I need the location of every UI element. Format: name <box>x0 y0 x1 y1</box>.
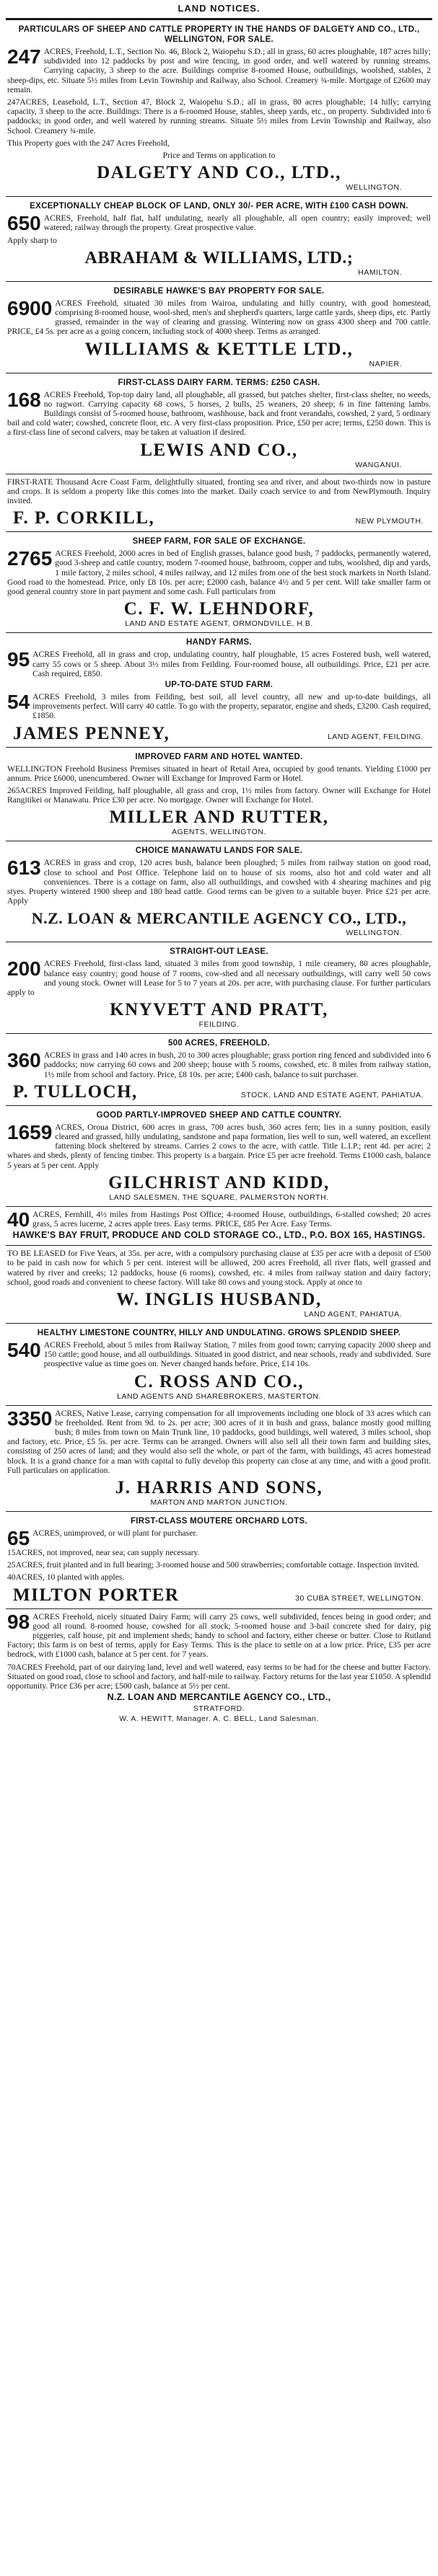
ad-firm: MILLER AND RUTTER, <box>109 807 329 828</box>
ad-address: WELLINGTON. <box>346 183 402 192</box>
ad-body: 95 ACRES Freehold, all in grass and crop, undulating country, half ploughable, 15 acres Fostered bush, well watered, carry 55 cows or 5 sheep. About 3½ miles from Feilding. Four-roomed house, all outbuildings. Price, £21 per acre. Cash required, £850. <box>7 648 431 678</box>
ad-address: LAND AGENT, FEILDING. <box>327 732 424 741</box>
ad-address: STRATFORD. <box>193 1704 245 1714</box>
ad-heading: HEALTHY LIMESTONE COUNTRY, HILLY AND UNDULATING. GROWS SPLENDID SHEEP. <box>37 1329 401 1337</box>
ad-acreage-2: 70 <box>7 1662 16 1672</box>
ad-firm: W. INGLIS HUSBAND, <box>116 1290 322 1309</box>
ad-dalgety <box>6 19 432 196</box>
ad-body-3: 25ACRES, fruit planted and in full bearing; 3-roomed house and 500 strawberries; comfortable cottage. Inspection invited. <box>7 1560 420 1570</box>
ad-body: 360 ACRES in grass and 140 acres in bush, 20 to 300 acres ploughable; grass portion ring fenced and subdivided into 6 paddocks; now carrying 60 cows and 200 sheep; house with 5 rooms, cowshed, etc. 8 miles from railway station, 1½ mile from school and factory. Price, £8 10s. per acre; £400 cash, balance to suit purchaser. <box>7 1049 431 1079</box>
ad-body: 540 ACRES Freehold, about 5 miles from Railway Station, 7 miles from good town; carrying capacity 2000 sheep and 150 cattle; good house, and all outbuildings. Situated in good district, and near schools, ready and subdivided. Sure prospective value as time goes on. Never changed hands before. Price, £14 10s. <box>7 1339 431 1369</box>
ad-nz-loan-wellington <box>6 841 432 942</box>
ad-acreage: 65 <box>7 1527 30 1550</box>
ad-firm: N.Z. LOAN & MERCANTILE AGENCY CO., LTD., <box>31 909 407 928</box>
ad-heading: GOOD PARTLY-IMPROVED SHEEP AND CATTLE COUNTRY. <box>96 1110 342 1120</box>
ad-acreage: 2765 <box>7 547 53 570</box>
ad-acreage: 247 <box>7 45 41 68</box>
ad-address: LAND AGENTS AND SHAREBROKERS, MASTERTON. <box>117 1391 321 1401</box>
ad-heading: 500 ACRES, FREEHOLD. <box>167 1039 271 1048</box>
ad-acreage-4: 40 <box>7 1572 16 1583</box>
ad-firm: GILCHRIST AND KIDD, <box>108 1172 330 1192</box>
ad-body-2: 70ACRES Freehold, part of our dairying land, level and well watered, easy terms to be had for the cheese and butter Factory. Situated on good road, close to school and factory, and half-mile to railway. Factory returns for the last year £1050. A splendid opportunity. Price £36 per acre; £500 cash, balance at 5½ per cent. <box>7 1662 431 1691</box>
ad-body: FIRST-RATE Thousand Acre Coast Farm, delightfully situated, fronting sea and river, and about two-thirds now in pasture and crops. It is seldom a property like this comes into the market. Daily coach service to and from NewPlymouth. Inquiry invited. <box>7 477 431 506</box>
ad-address: NEW PLYMOUTH. <box>355 517 424 526</box>
ad-firm: C. F. W. LEHNDORF, <box>123 599 315 619</box>
ad-harris <box>6 1405 432 1511</box>
ad-acreage: 540 <box>7 1339 41 1361</box>
ad-firm: MILTON PORTER <box>13 1585 180 1605</box>
ad-acreage: 168 <box>7 388 41 411</box>
ad-footer: W. A. HEWITT, Manager. A. C. BELL, Land Salesman. <box>119 1714 319 1724</box>
ad-acreage: 95 <box>7 648 30 671</box>
ad-firm: N.Z. LOAN AND MERCANTILE AGENCY CO., LTD., <box>107 1692 331 1703</box>
ad-address: LAND SALESMEN, THE SQUARE, PALMERSTON NORTH. <box>109 1192 329 1202</box>
ad-firm: JAMES PENNEY, <box>13 723 170 743</box>
ad-address: NAPIER. <box>369 359 402 368</box>
ad-inglis-husband <box>6 1245 432 1323</box>
ad-firm: KNYVETT AND PRATT, <box>110 1000 328 1020</box>
ad-acreage: 40 <box>7 1208 30 1231</box>
ad-firm: J. HARRIS AND SONS, <box>115 1478 323 1498</box>
ad-heading-2: UP-TO-DATE STUD FARM. <box>165 680 273 689</box>
ad-acreage: 360 <box>7 1049 41 1072</box>
ad-acreage-3: 25 <box>7 1560 16 1570</box>
ad-body: 65 ACRES, unimproved, or will plant for purchaser. <box>7 1527 198 1550</box>
ad-address: HAMILTON. <box>358 267 402 277</box>
ad-heading: STRAIGHT-OUT LEASE. <box>170 947 268 957</box>
ad-tulloch <box>6 1033 432 1105</box>
ad-penney <box>6 632 432 746</box>
ad-acreage: 200 <box>7 957 41 981</box>
ad-acreage-2: 54 <box>7 690 30 713</box>
ad-lewis <box>6 373 432 474</box>
ad-body-2: 54 ACRES Freehold, 3 miles from Feilding, best soil, all level country, all new and up-to-date buildings, all improvements perfect. Will carry 40 cattle. To go with the property, separator, engine and sheds, £3200. Cash required, £1850. <box>7 690 431 721</box>
ad-acreage-2: 15 <box>7 1548 16 1558</box>
ad-signature <box>7 1583 431 1606</box>
ad-body: 247 ACRES, Freehold, L.T., Section No. 46, Block 2, Waiopehu S.D.; all in grass, 60 acres ploughable, 187 acres hilly; subdivided into 12 paddocks by post and wire fencing, in good order, and well watered by running streams. Carrying capacity, 3 sheep to the acre. Buildings comprise 8-roomed House, outbuildings, woolshed, stables, 2 sheep-dips, etc. Situate 5½ miles from Levin Township and Railway, also School. Creamery ¾-mile. Mortgage of £2600 may remain. <box>7 45 431 94</box>
ad-firm: ABRAHAM & WILLIAMS, LTD.; <box>84 248 354 267</box>
ad-heading: PARTICULARS OF SHEEP AND CATTLE PROPERTY IN THE HANDS OF DALGETY AND CO., LTD., WELLINGTON, FOR SALE. <box>18 25 420 44</box>
newspaper-page <box>6 0 432 2576</box>
ad-miller-rutter <box>6 747 432 841</box>
ad-address: FEILDING. <box>198 1020 240 1030</box>
ad-signature <box>7 721 431 744</box>
ad-body: 2765 ACRES Freehold, 2000 acres in bed of English grasses, balance good bush, 7 paddocks, permanently watered, good 3-sheep and cattle country, modern 7-roomed house, bathroom, copper and tubs, woolshed, dip and yards, 1 mile factory, 2 miles school, 4 miles railway, and 12 miles from one of the best stock markets in North Island. Good road to the homestead. Price, only £8 10s. per acre; £2000 cash, balance 4½ and 5 per cent. Will take smaller farm or good general country store in part payment and some cash. Full particulars from <box>7 547 431 597</box>
ad-abraham-williams <box>6 196 432 281</box>
ad-address: 30 CUBA STREET, WELLINGTON. <box>295 1593 424 1603</box>
ad-body: WELLINGTON Freehold Business Premises situated in heart of Retail Area, occupied by good tenants. Yielding £1000 per annum. Price £6000, unencumbered. Owner will Exchange for Improved Farm or Hotel. <box>7 763 431 783</box>
ad-firm: WILLIAMS & KETTLE LTD., <box>84 339 354 359</box>
ad-body: 40 ACRES, Fernhill, 4½ miles from Hastings Post Office; 4-roomed House, outbuildings, 6-stalled cowshed; 20 acres grass, 5 acres lucerne, 2 acres apple trees. Easy terms. PRICE, £85 Per Acre. Easy Terms. <box>7 1208 431 1231</box>
ad-body: 3350 ACRES, Native Lease, carrying compensation for all improvements including one block of 33 acres which can be freeholded. Rent from 9d. to 2s. per acre; 300 acres of it in bush and grass, balance mostly good milling bush; 8 miles from town on Main Trunk line, 10 paddocks, good buildings, well watered, 3 miles school, shop and factory, etc. Price, £5 5s. per acre. Terms can be arranged. Owners will also sell all their town farm and building sites, consisting of 250 acres of land; and they would also sell the whole, or part of the farm, with buildings, 45 acres homestead block. It is a grand chance for a man with capital to fully develop this property can close at any time, and with a good profit. Full particulars on application. <box>7 1407 431 1475</box>
ad-signature <box>7 1079 431 1102</box>
ad-firm: P. TULLOCH, <box>13 1081 138 1102</box>
ad-body: 168 ACRES Freehold, Top-top dairy land, all ploughable, all grassed, but patches shelter, first-class shelter, no weeds, no ragwort. Carrying capacity 68 cows, 5 horses, 2 bulls, 25 weaners, 20 sheep; 6 in fine fattening lambs. Buildings consist of 5-roomed house, bathroom, washhouse, back and front verandahs, cowshed, 2 yard, 5 ordinary bail and cold water; cowshed, concrete floor, etc. A very first-class proposition. Price, £50 per acre; terms, £250 down. This is a first-class line of second calvers, may be taken at valuation if desired. <box>7 388 431 438</box>
ad-gilchrist-kidd <box>6 1105 432 1206</box>
ad-hawkes-bay-fruit <box>6 1206 432 1245</box>
ad-acreage: 650 <box>7 212 41 235</box>
ad-firm: DALGETY AND CO., LTD., <box>97 163 341 183</box>
ad-acreage-2: 247 <box>7 97 20 107</box>
ad-acreage: 1659 <box>7 1120 53 1143</box>
ad-footer: Apply sharp to <box>7 235 57 245</box>
section-header: LAND NOTICES. <box>6 0 432 19</box>
ad-firm: LEWIS AND CO., <box>140 440 298 460</box>
ad-knyvett-pratt <box>6 942 432 1033</box>
ad-lehndorf <box>6 531 432 632</box>
ad-body: 98 ACRES Freehold, nicely situated Dairy Farm; will carry 25 cows, well subdivided, fences being in good order; and good all round. 8-roomed house, cowshed for all stock; 5-roomed house and 3-bail concrete shed for dairy, pig piggeries, calf house, pit and implement sheds; handy to school and factory, either cheese or butter. Close to Rutland Factory; this farm is on best of terms, apply for Easy Terms. This is the place to settle on at a low price. Price, £35 per acre bedrock, with £1000 cash, balance at 5 per cent. for 7 years. <box>7 1610 431 1660</box>
ad-williams-kettle <box>6 281 432 373</box>
ad-body-2: 15ACRES, not improved, near sea; can supply necessary. <box>7 1548 200 1558</box>
ad-heading: FIRST-CLASS DAIRY FARM. TERMS: £250 CASH. <box>118 378 320 387</box>
ad-body-2: 247ACRES, Leasehold, L.T., Section 47, Block 2, Waiopehu S.D.; all in grass, 80 acres ploughable; 14 hilly; carrying capacity, 3 sheep to the acre. Buildings: There is a 6-roomed House, stables, sheep yards, etc., on property. Subdivided into 6 paddocks; in good order, and well watered by running streams. Situate 5½ miles from Levin Township and Railway, also School. Creamery ¾-mile. <box>7 97 431 136</box>
ad-address: AGENTS, WELLINGTON. <box>172 828 266 837</box>
ad-body: 200 ACRES Freehold, first-class land, situated 3 miles from good township, 1 mile creamery, 80 acres ploughable, balance easy country; good house of 7 rooms, cow-shed and all necessary outbuildings, will carry well 50 cows and young stock. Owner will Lease for 5 to 7 years at 20s. per acre, with purchasing clause. For further particulars apply to <box>7 957 431 997</box>
ad-footer: This Property goes with the 247 Acres Freehold, <box>7 138 170 148</box>
ad-heading: SHEEP FARM, FOR SALE OF EXCHANGE. <box>132 537 306 546</box>
ad-corkill <box>6 474 432 532</box>
ad-heading: HANDY FARMS. <box>186 638 252 647</box>
ad-firm: HAWKE'S BAY FRUIT, PRODUCE AND COLD STORAGE CO., LTD., P.O. BOX 165, HASTINGS. <box>12 1230 426 1241</box>
ad-heading: IMPROVED FARM AND HOTEL WANTED. <box>135 752 303 761</box>
ad-nz-loan-stratford <box>6 1608 432 1728</box>
ad-body-2: 265ACRES Improved Feilding, half ploughable, all grass and crop, 1½ miles from factory. Owner will Exchange for Hotel Rangitikei or Manawatu. Price £30 per acre. No mortgage. Owner will Exchange for Hotel. <box>7 785 431 805</box>
ad-acreage: 98 <box>7 1610 30 1633</box>
ad-body: 1659 ACRES, Oroua District, 600 acres in grass, 700 acres bush, 360 acres fern; lies in a sunny position, easily cleared and grassed, hilly undulating, sandstone and papa formation, lies well to sun, well watered, an excellent fattening block sheltered by streams. Carries 2 cows to the acre, with cattle. Title L.I.P.; rent 4d. per acre; 2 whares and sheds, plenty of fencing timber. This property is a bargain. Price £5 per acre freehold. Terms £1000 cash, balance 5 years at 5 per cent. Apply <box>7 1120 431 1170</box>
ad-body: TO BE LEASED for Five Years, at 35s. per acre, with a compulsory purchasing clause at £35 per acre with a deposit of £500 to be paid in cash now for which 5 per cent. interest will be allowed, 200 acres Freehold, all river flats, well grassed and watered by river and creeks; 12 paddocks, house (6 rooms), cowshed, etc. 4 miles from railway station and dairy factory; school, good roads and convenient to cheese factory. Will take 80 cows and young stock. Apply at once to <box>7 1249 431 1287</box>
ad-body: 613 ACRES in grass and crop, 120 acres bush, balance been ploughed; 5 miles from railway station on good road, close to school and Post Office. Telephone laid on to house of six rooms, also hot and cold water and all conveniences. There is a cottage on farm, also all outbuildings, and cowshed with 4 shearing machines and pig styes. Property wintered 1900 sheep and 180 head cattle. Good terms can be given to a suitable buyer. Price £21 per acre. Apply <box>7 857 431 906</box>
ad-heading: FIRST-CLASS MOUTERE ORCHARD LOTS. <box>130 1517 307 1526</box>
ad-address: LAND AND ESTATE AGENT, ORMONDVILLE, H.B. <box>125 619 313 629</box>
ad-acreage: 6900 <box>7 296 53 319</box>
ad-heading: CHOICE MANAWATU LANDS FOR SALE. <box>135 846 303 856</box>
ad-ross <box>6 1323 432 1405</box>
ad-signature <box>7 505 431 528</box>
ad-body: 650 ACRES, Freehold, half flat, half undulating, nearly all ploughable, all open country; easily improved; well watered; railway through the property. Great prospective value. <box>7 212 431 235</box>
ad-footer-2: Price and Terms on application to <box>162 151 276 161</box>
ad-milton-porter <box>6 1511 432 1608</box>
ad-address: WANGANUI. <box>355 460 402 469</box>
ad-heading: EXCEPTIONALLY CHEAP BLOCK OF LAND, ONLY 30/- PER ACRE, WITH £100 CASH DOWN. <box>30 202 408 211</box>
ad-body-4: 40ACRES, 10 planted with apples. <box>7 1572 125 1583</box>
ad-acreage: 613 <box>7 857 41 880</box>
ad-address: STOCK, LAND AND ESTATE AGENT, PAHIATUA. <box>240 1090 424 1099</box>
ad-acreage-2: 265 <box>7 785 20 795</box>
ad-firm: F. P. CORKILL, <box>13 508 155 528</box>
ad-heading: DESIRABLE HAWKE'S BAY PROPERTY FOR SALE. <box>113 286 325 296</box>
ad-address: LAND AGENT, PAHIATUA. <box>304 1310 402 1319</box>
ad-address: MARTON AND MARTON JUNCTION. <box>150 1498 288 1508</box>
ad-address: WELLINGTON. <box>346 929 402 938</box>
ad-body: 6900 ACRES Freehold, situated 30 miles from Wairoa, undulating and hilly country, with good homestead, comprising 8-roomed house, wool-shed, men's and shepherd's quarters, large cattle yards, sheep dips, etc. Partly grassed, remainder in the way of clearing and grassing. Wintering now on grass 4300 sheep and 700 cattle. PRICE, £4 5s. per acre as a going concern, including stock of 4000 sheep. Terms as arranged. <box>7 296 431 337</box>
ad-acreage: 3350 <box>7 1407 53 1430</box>
ad-firm: C. ROSS AND CO., <box>133 1371 305 1391</box>
